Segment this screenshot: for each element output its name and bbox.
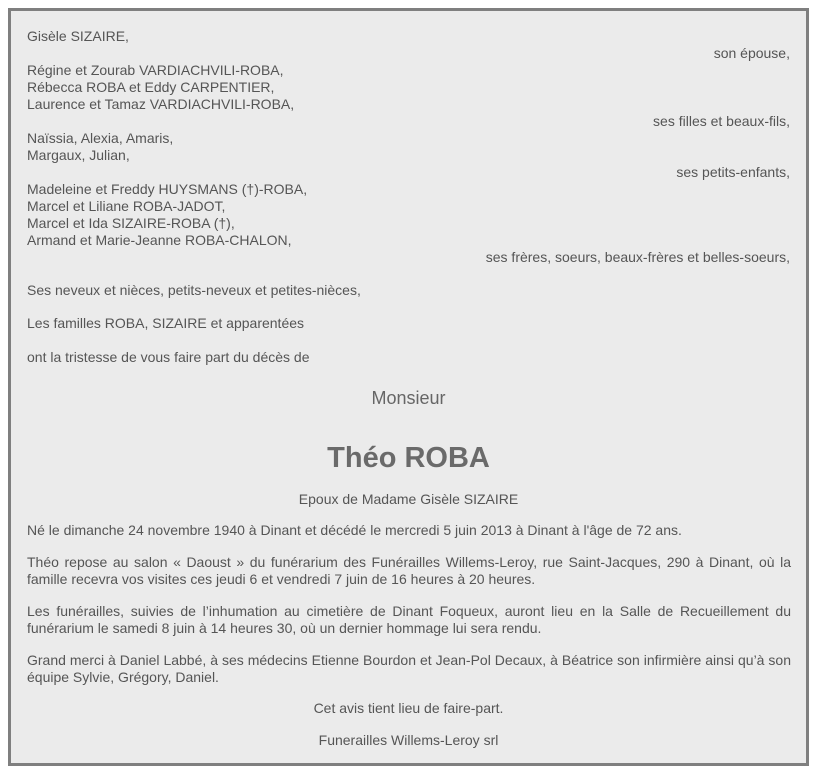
- families-line: Les familles ROBA, SIZAIRE et apparentées: [27, 315, 305, 331]
- sibling-line: Madeleine et Freddy HUYSMANS (†)-ROBA,: [27, 181, 308, 197]
- announcement-line: ont la tristesse de vous faire part du décès de: [27, 349, 310, 365]
- visitation-paragraph: Théo repose au salon « Daoust » du funérarium des Funérailles Willems-Leroy, rue Saint-Jacques, 290 à Dinant, où la famille recevra vos visites ces jeudi 6 et vendredi 7 juin de 16 heures à 20 heures.: [27, 554, 791, 587]
- sibling-line: Marcel et Ida SIZAIRE-ROBA (†),: [27, 215, 235, 231]
- obituary-notice: [8, 8, 809, 766]
- thanks-paragraph: Grand merci à Daniel Labbé, à ses médecins Etienne Bourdon et Jean-Pol Decaux, à Béatrice son infirmière ainsi qu’à son équipe Sylvie, Grégory, Daniel.: [27, 652, 791, 685]
- funeral-paragraph: Les funérailles, suivies de l’inhumation au cimetière de Dinant Foqueux, auront lieu en la Salle de Recueillement du funérarium le samedi 8 juin à 14 heures 30, où un dernier hommage lui sera rendu.: [27, 603, 791, 636]
- nephews-line: Ses neveux et nièces, petits-neveux et petites-nièces,: [27, 282, 361, 298]
- siblings-role: ses frères, soeurs, beaux-frères et belles-soeurs,: [485, 249, 790, 265]
- sibling-line: Marcel et Liliane ROBA-JADOT,: [27, 198, 226, 214]
- daughters-role: ses filles et beaux-fils,: [653, 113, 790, 129]
- daughter-line: Rébecca ROBA et Eddy CARPENTIER,: [27, 79, 275, 95]
- daughter-line: Régine et Zourab VARDIACHVILI-ROBA,: [27, 62, 284, 78]
- daughter-line: Laurence et Tamaz VARDIACHVILI-ROBA,: [27, 96, 295, 112]
- birth-death-paragraph: Né le dimanche 24 novembre 1940 à Dinant et décédé le mercredi 5 juin 2013 à Dinant à l'âge de 72 ans.: [27, 522, 682, 538]
- spouse-name: Gisèle SIZAIRE,: [27, 28, 129, 44]
- deceased-name: Théo ROBA: [327, 442, 490, 474]
- honorific: Monsieur: [371, 388, 446, 408]
- notice-line: Cet avis tient lieu de faire-part.: [313, 700, 504, 716]
- sibling-line: Armand et Marie-Jeanne ROBA-CHALON,: [27, 232, 292, 248]
- funeral-home-line: Funerailles Willems-Leroy srl: [318, 732, 499, 748]
- grandchildren-line: Margaux, Julian,: [27, 147, 130, 163]
- spouse-role: son épouse,: [713, 45, 790, 61]
- grandchildren-role: ses petits-enfants,: [676, 164, 790, 180]
- grandchildren-line: Naïssia, Alexia, Amaris,: [27, 130, 174, 146]
- spouse-relation: Epoux de Madame Gisèle SIZAIRE: [298, 491, 519, 507]
